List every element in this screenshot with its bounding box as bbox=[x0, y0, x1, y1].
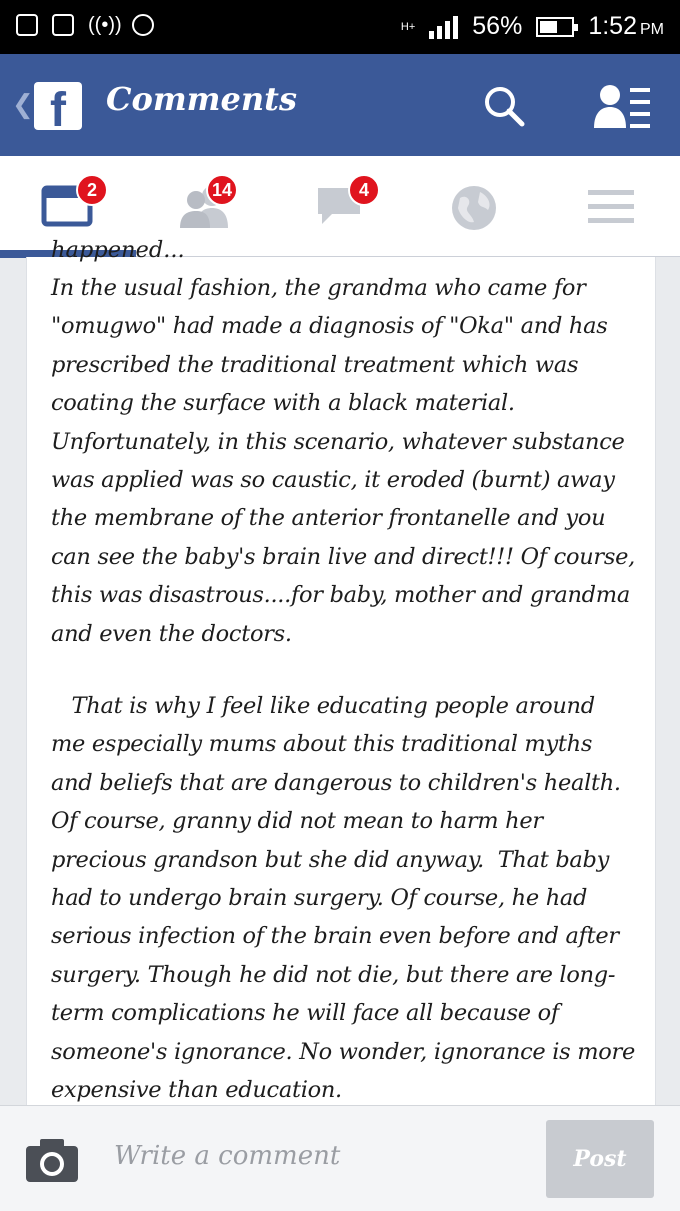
tab-messages[interactable] bbox=[272, 156, 408, 256]
globe-icon bbox=[450, 184, 502, 232]
text-line: had to undergo brain surgery. Of course, he had bbox=[51, 884, 588, 911]
post-paragraph-2 bbox=[51, 687, 641, 1109]
battery-fill bbox=[540, 21, 557, 33]
tab-more[interactable] bbox=[544, 156, 680, 256]
clock-time: 1:52 bbox=[588, 12, 637, 40]
text-line: term complications he will face all because of bbox=[51, 1000, 559, 1027]
clipped-text-line: happened... bbox=[51, 237, 185, 263]
text-line: Of course, granny did not mean to harm her bbox=[51, 808, 543, 835]
whatsapp-icon bbox=[132, 14, 154, 36]
comment-input[interactable] bbox=[112, 1140, 516, 1172]
text-line: serious infection of the brain even before and after bbox=[51, 923, 619, 950]
text-line: That is why I feel like educating people around bbox=[51, 693, 595, 719]
notification-app-icon bbox=[16, 14, 38, 36]
battery-percent: 56% bbox=[472, 12, 523, 40]
battery-icon bbox=[536, 17, 574, 37]
text-line: "omugwo" had made a diagnosis of "Oka" and has bbox=[51, 313, 608, 340]
post-content bbox=[26, 237, 656, 1105]
back-chevron-icon[interactable]: ❮ bbox=[12, 90, 34, 120]
messages-badge: 4 bbox=[348, 174, 380, 206]
page-title: Comments bbox=[106, 80, 297, 118]
comment-composer bbox=[0, 1105, 680, 1211]
post-button[interactable]: Post bbox=[546, 1120, 654, 1198]
text-line: coating the surface with a black material. bbox=[51, 390, 515, 417]
text-line: someone's ignorance. No wonder, ignorance is more bbox=[51, 1038, 636, 1065]
network-type-label: H+ bbox=[400, 20, 416, 33]
status-bar bbox=[0, 0, 680, 54]
clock bbox=[588, 12, 664, 41]
text-line: and even the doctors. bbox=[51, 620, 292, 647]
text-line: precious grandson but she did anyway. That baby bbox=[51, 846, 610, 873]
menu-icon bbox=[586, 184, 638, 228]
text-line: expensive than education. bbox=[51, 1076, 342, 1103]
hotspot-icon: ((•)) bbox=[88, 14, 122, 36]
signal-icon bbox=[429, 15, 458, 39]
facebook-logo[interactable]: f bbox=[34, 82, 82, 130]
text-line: and beliefs that are dangerous to children's health. bbox=[51, 769, 621, 796]
clock-ampm: PM bbox=[640, 21, 664, 38]
text-line: prescribed the traditional treatment which was bbox=[51, 351, 579, 378]
text-line: me especially mums about this traditional myths bbox=[51, 731, 593, 758]
text-line: surgery. Though he did not die, but there are long- bbox=[51, 961, 616, 988]
camera-icon[interactable] bbox=[24, 1136, 80, 1184]
post-paragraph-1 bbox=[51, 269, 641, 653]
text-line: can see the baby's brain live and direct!!! Of course, bbox=[51, 543, 635, 570]
text-line: was applied was so caustic, it eroded (burnt) away bbox=[51, 466, 615, 493]
tab-notifications[interactable] bbox=[408, 156, 544, 256]
app-header bbox=[0, 54, 680, 156]
search-icon[interactable] bbox=[482, 84, 526, 128]
friends-list-icon[interactable] bbox=[594, 82, 652, 130]
news-feed-badge: 2 bbox=[76, 174, 108, 206]
text-line: Unfortunately, in this scenario, whatever substance bbox=[51, 428, 625, 455]
text-line: In the usual fashion, the grandma who came for bbox=[51, 275, 586, 301]
text-line: this was disastrous....for baby, mother and grandma bbox=[51, 582, 630, 609]
friend-requests-badge: 14 bbox=[206, 174, 238, 206]
image-notification-icon bbox=[52, 14, 74, 36]
text-line: the membrane of the anterior frontanelle and you bbox=[51, 505, 606, 532]
